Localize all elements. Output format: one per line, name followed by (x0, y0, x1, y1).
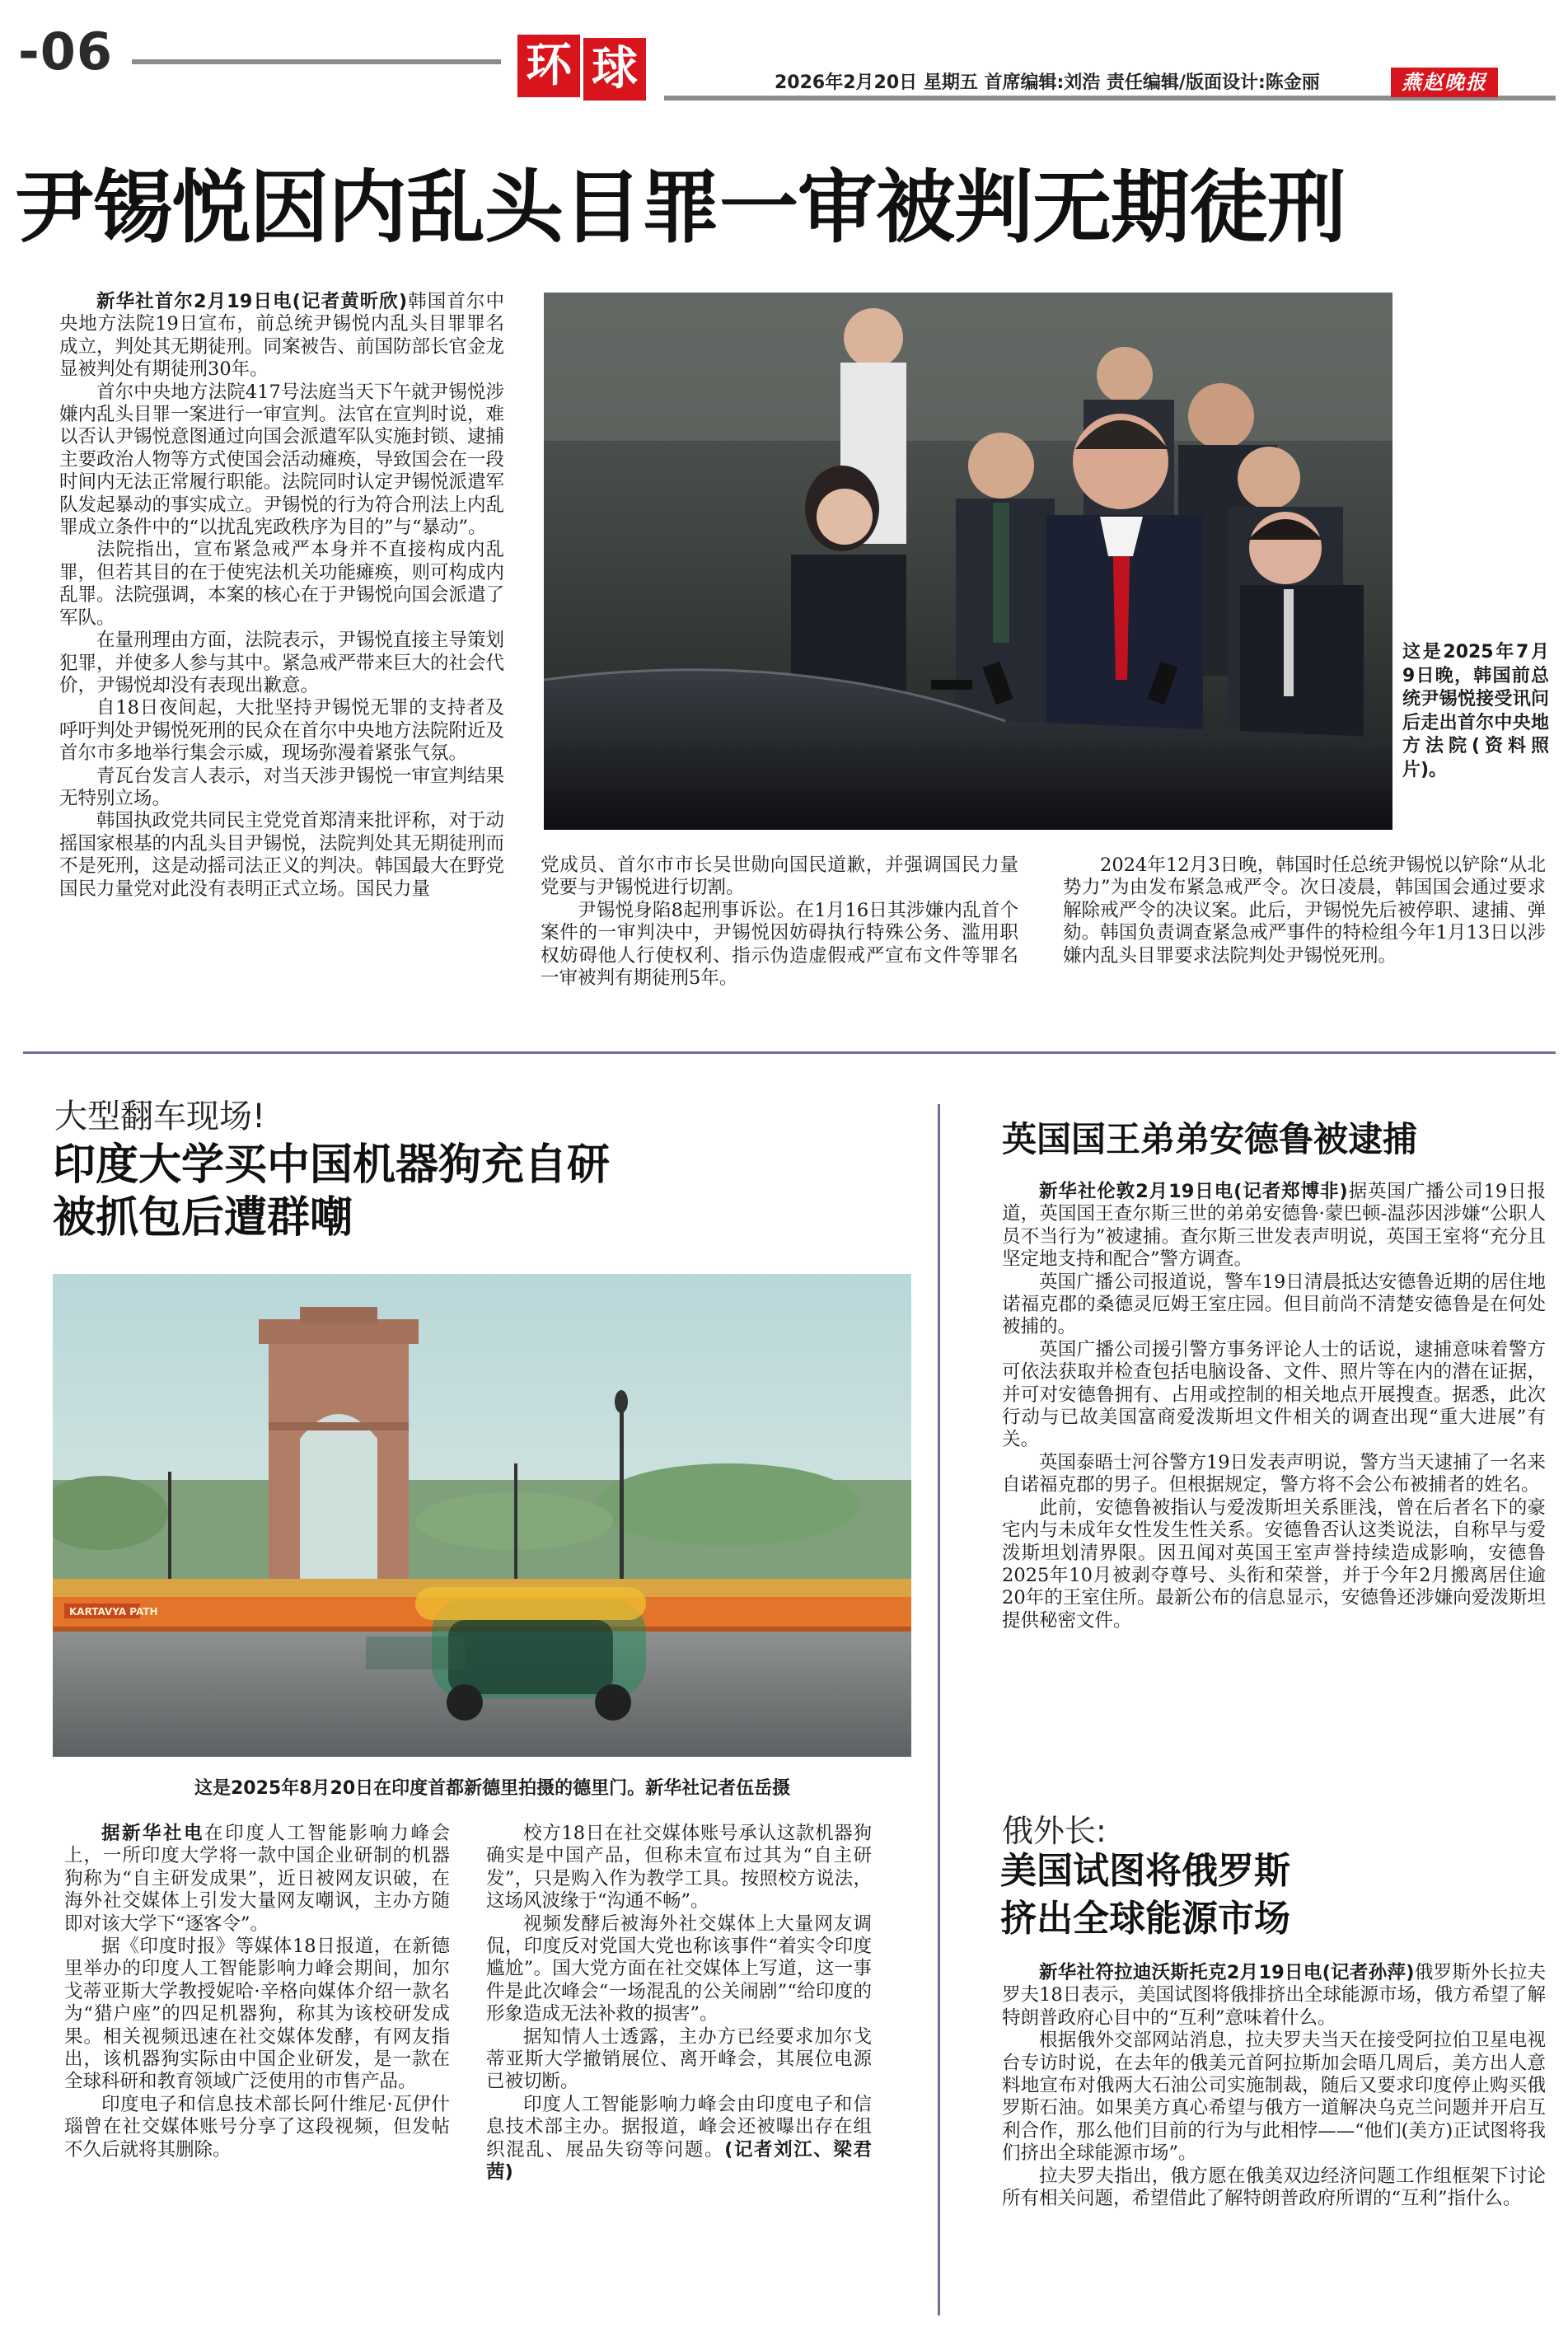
paragraph: 印度电子和信息技术部长阿什维尼·瓦伊什瑙曾在社交媒体账号分享了这段视频，但发帖不久后就将其删除。 (64, 2093, 450, 2161)
svg-text:KARTAVYA PATH: KARTAVYA PATH (69, 1606, 158, 1618)
paragraph: 据知情人士透露，主办方已经要求加尔戈蒂亚斯大学撤销展位、离开峰会，其展位电源已被切断。 (486, 2025, 872, 2093)
story1-lead-dateline: 新华社首尔2月19日电(记者黄昕欣) (96, 291, 408, 312)
india-gate-illustration (53, 1274, 911, 1757)
section-logo (517, 35, 651, 101)
page-number: -06 (18, 21, 114, 82)
paragraph: 根据俄外交部网站消息，拉夫罗夫当天在接受阿拉伯卫星电视台专访时说，在去年的俄美元首阿拉斯加会晤几周后，美方出人意料地宣布对俄两大石油公司实施制裁，随后又要求印度停止购买俄罗斯石油。如果美方真心希望与俄方一道解决乌克兰问题并开启互利合作，那么他们目前的行为与此相悖——“他们(美方)正试图将我们挤出全球能源市场”。 (1002, 2030, 1546, 2165)
story2-column-1: 据新华社电在印度人工智能影响力峰会上，一所印度大学将一款中国企业研制的机器狗称为“自主研发成果”，近日被网友识破，在海外社交媒体上引发大量网友嘲讽，主办方随即对该大学下“逐客令”。 据《印度时报》等媒体18日报道，在新德里举办的印度人工智能影响力峰会期间，加尔戈蒂亚斯大学教授妮哈·辛格向媒体介绍一款名为“猎户座”的四足机器狗，称其为该校研发成果。相关视频迅速在社交媒体发酵，有网友指出，该机器狗实际由中国企业研发，是一款在全球科研和教育领域广泛使用的市售产品。 印度电子和信息技术部长阿什维尼·瓦伊什瑙曾在社交媒体账号分享了这段视频，但发帖不久后就将其删除。 (64, 1823, 450, 2161)
paragraph: 英国广播公司报道说，警车19日清晨抵达安德鲁近期的居住地诺福克郡的桑德灵厄姆王室庄园。但目前尚不清楚安德鲁是在何处被捕的。 (1002, 1271, 1546, 1338)
paragraph: 法院指出，宣布紧急戒严本身并不直接构成内乱罪，但若其目的在于使宪法机关功能瘫痪，则可构成内乱罪。法院强调，本案的核心在于尹锡悦向国会派遣了军队。 (59, 539, 505, 629)
paragraph: 此前，安德鲁被指认与爱泼斯坦关系匪浅，曾在后者名下的豪宅内与未成年女性发生性关系。安德鲁否认这类说法，自称早与爱泼斯坦划清界限。因丑闻对英国王室声誉持续造成影响，安德鲁2025年10月被剥夺尊号、头衔和荣誉，并于今年2月搬离居住逾20年的王室住所。最新公布的信息显示，安德鲁还涉嫌向爱泼斯坦提供秘密文件。 (1002, 1496, 1546, 1632)
story2-lead-dateline: 据新华社电 (101, 1823, 205, 1844)
paragraph: 校方18日在社交媒体账号承认这款机器狗确实是中国产品，但称未宣布过其为“自主研发”，只是购入作为教学工具。按照校方说法，这场风波缘于“沟通不畅”。 (486, 1823, 872, 1913)
paragraph: 自18日夜间起，大批坚持尹锡悦无罪的支持者及呼吁判处尹锡悦死刑的民众在首尔中央地方法院附近及首尔市多地举行集会示威，现场弥漫着紧张气氛。 (59, 697, 505, 765)
paper-logo: 燕赵晚报 (1391, 68, 1498, 97)
paragraph: 英国广播公司援引警方事务评论人士的话说，逮捕意味着警方可依法获取并检查包括电脑设备、文件、照片等在内的潜在证据，并可对安德鲁拥有、占用或控制的相关地点开展搜查。据悉，此次行动与已故美国富商爱泼斯坦文件相关的调查出现“重大进展”有关。 (1002, 1338, 1546, 1451)
date-credits: 2026年2月20日 星期五 首席编辑:刘浩 责任编辑/版面设计:陈金丽 (775, 73, 1320, 93)
story2-photo-india-gate (53, 1274, 911, 1757)
story2-headline-line2: 被抓包后遭群嘲 (53, 1193, 353, 1243)
story1-headline: 尹锡悦因内乱头目罪一审被判无期徒刑 (15, 162, 1346, 254)
paragraph: 印度人工智能影响力峰会由印度电子和信息技术部主办。据报道，峰会还被曝出存在组织混乱、展品失窃等问题。(记者刘江、梁君茜) (486, 2093, 872, 2184)
masthead-rule-left (132, 59, 501, 64)
paragraph: 英国泰晤士河谷警方19日发表声明说，警方当天逮捕了一名来自诺福克郡的男子。但根据规定，警方将不会公布被捕者的姓名。 (1002, 1451, 1546, 1496)
paragraph: 视频发酵后被海外社交媒体上大量网友调侃，印度反对党国大党也称该事件“着实令印度尴尬”。国大党方面在社交媒体上写道，这一事件是此次峰会“一场混乱的公关闹剧”“给印度的形象造成无法补救的损害”。 (486, 1913, 872, 2025)
paragraph: 党成员、首尔市市长吴世勋向国民道歉，并强调国民力量党要与尹锡悦进行切割。 (541, 854, 1018, 899)
crowd-illustration (544, 293, 1392, 830)
story4-lead-dateline: 新华社符拉迪沃斯托克2月19日电(记者孙萍) (1039, 1962, 1415, 1983)
paragraph: 在量刑理由方面，法院表示，尹锡悦直接主导策划犯罪，并使多人参与其中。紧急戒严带来巨大的社会代价，尹锡悦却没有表现出歉意。 (59, 630, 505, 696)
paragraph: 尹锡悦身陷8起刑事诉讼。在1月16日其涉嫌内乱首个案件的一审判决中，尹锡悦因妨碍执行特殊公务、滥用职权妨碍他人行使权利、指示伪造虚假戒严宣布文件等罪名一审被判有期徒刑5年。 (541, 899, 1018, 990)
story4-kicker: 俄外长: (1002, 1813, 1107, 1849)
paragraph: 青瓦台发言人表示，对当天涉尹锡悦一审宣判结果无特别立场。 (59, 765, 505, 809)
story2-column-2 (486, 1823, 872, 2184)
story3-headline: 英国国王弟弟安德鲁被逮捕 (1002, 1119, 1418, 1159)
section-divider (23, 1051, 1556, 1054)
story3-body: 新华社伦敦2月19日电(记者郑博非)据英国广播公司19日报道，英国国王查尔斯三世的弟弟安德鲁·蒙巴顿-温莎因涉嫌“公职人员不当行为”被逮捕。查尔斯三世发表声明说，英国王室将“充分且坚定地支持和配合”警方调查。 英国广播公司报道说，警车19日清晨抵达安德鲁近期的居住地诺福克郡的桑德灵厄姆王室庄园。但目前尚不清楚安德鲁是在何处被捕的。 英国广播公司援引警方事务评论人士的话说，逮捕意味着警方可依法获取并检查包括电脑设备、文件、照片等在内的潜在证据，并可对安德鲁拥有、占用或控制的相关地点开展搜查。据悉，此次行动与已故美国富商爱泼斯坦文件相关的调查出现“重大进展”有关。 英国泰晤士河谷警方19日发表声明说，警方当天逮捕了一名来自诺福克郡的男子。但根据规定，警方将不会公布被捕者的姓名。 此前，安德鲁被指认与爱泼斯坦关系匪浅，曾在后者名下的豪宅内与未成年女性发生性关系。安德鲁否认这类说法，自称早与爱泼斯坦划清界限。因丑闻对英国王室声誉持续造成影响，安德鲁2025年10月被剥夺尊号、头衔和荣誉，并于今年2月搬离居住逾20年的王室住所。最新公布的信息显示，安德鲁还涉嫌向爱泼斯坦提供秘密文件。 (1002, 1181, 1546, 1632)
story2-photo-caption: 这是2025年8月20日在印度首都新德里拍摄的德里门。新华社记者伍岳摄 (194, 1778, 791, 1799)
story4-headline-line2: 挤出全球能源市场 (1000, 1898, 1290, 1940)
story1-column-3 (1063, 854, 1546, 967)
story4-body: 新华社符拉迪沃斯托克2月19日电(记者孙萍)俄罗斯外长拉夫罗夫18日表示，美国试图将俄排挤出全球能源市场，俄方希望了解特朗普政府心目中的“互利”意味着什么。 根据俄外交部网站消息，拉夫罗夫当天在接受阿拉伯卫星电视台专访时说，在去年的俄美元首阿拉斯加会晤几周后，美方出人意料地宣布对俄两大石油公司实施制裁，随后又要求印度停止购买俄罗斯石油。如果美方真心希望与俄方一道解决乌克兰问题并开启互利合作，那么他们目前的行为与此相悖——“他们(美方)正试图将我们挤出全球能源市场”。 拉夫罗夫指出，俄方愿在俄美双边经济问题工作组框架下讨论所有相关问题，希望借此了解特朗普政府所谓的“互利”指什么。 (1002, 1962, 1546, 2210)
section-char-1: 环 (517, 35, 580, 97)
column-divider (938, 1104, 940, 2315)
story2-byline: (记者刘江、梁君茜) (486, 2138, 872, 2184)
story2-kicker: 大型翻车现场! (54, 1098, 266, 1135)
story3-lead-dateline: 新华社伦敦2月19日电(记者郑博非) (1039, 1181, 1348, 1202)
story1-photo-caption: 这是2025年7月9日晚，韩国前总统尹锡悦接受讯问后走出首尔中央地方法院(资料照片)。 (1402, 642, 1549, 780)
story4-headline-line1: 美国试图将俄罗斯 (1000, 1850, 1290, 1892)
paragraph: 首尔中央地方法院417号法庭当天下午就尹锡悦涉嫌内乱头目罪一案进行一审宣判。法官在宣判时说，难以否认尹锡悦意图通过向国会派遣军队实施封锁、逮捕主要政治人物等方式使国会活动瘫痪，导致国会在一段时间内无法正常履行职能。法院同时认定尹锡悦派遣军队发起暴动的事实成立。尹锡悦的行为符合刑法上内乱罪成立条件中的“以扰乱宪政秩序为目的”与“暴动”。 (59, 381, 505, 539)
story1-column-1: 新华社首尔2月19日电(记者黄昕欣)韩国首尔中央地方法院19日宣布，前总统尹锡悦内乱头目罪罪名成立，判处其无期徒刑。同案被告、前国防部长官金龙显被判处有期徒刑30年。 首尔中央地方法院417号法庭当天下午就尹锡悦涉嫌内乱头目罪一案进行一审宣判。法官在宣判时说，难以否认尹锡悦意图通过向国会派遣军队实施封锁、逮捕主要政治人物等方式使国会活动瘫痪，导致国会在一段时间内无法正常履行职能。法院同时认定尹锡悦派遣军队发起暴动的事实成立。尹锡悦的行为符合刑法上内乱罪成立条件中的“以扰乱宪政秩序为目的”与“暴动”。 法院指出，宣布紧急戒严本身并不直接构成内乱罪，但若其目的在于使宪法机关功能瘫痪，则可构成内乱罪。法院强调，本案的核心在于尹锡悦向国会派遣了军队。 在量刑理由方面，法院表示，尹锡悦直接主导策划犯罪，并使多人参与其中。紧急戒严带来巨大的社会代价，尹锡悦却没有表现出歉意。 自18日夜间起，大批坚持尹锡悦无罪的支持者及呼吁判处尹锡悦死刑的民众在首尔中央地方法院附近及首尔市多地举行集会示威，现场弥漫着紧张气氛。 青瓦台发言人表示，对当天涉尹锡悦一审宣判结果无特别立场。 韩国执政党共同民主党党首郑清来批评称，对于动摇国家根基的内乱头目尹锡悦，法院判处其无期徒刑而不是死刑，这是动摇司法正义的判决。韩国最大在野党国民力量党对此没有表明正式立场。国民力量 (59, 291, 505, 900)
section-char-2: 球 (583, 38, 646, 101)
story2-headline-line1: 印度大学买中国机器狗充自研 (53, 1140, 611, 1190)
story1-column-2 (541, 854, 1018, 990)
story1-photo-court-exit (544, 293, 1392, 830)
paragraph: 韩国执政党共同民主党党首郑清来批评称，对于动摇国家根基的内乱头目尹锡悦，法院判处其无期徒刑而不是死刑，这是动摇司法正义的判决。韩国最大在野党国民力量党对此没有表明正式立场。国民力量 (59, 810, 505, 900)
paragraph: 2024年12月3日晚，韩国时任总统尹锡悦以铲除“从北势力”为由发布紧急戒严令。次日凌晨，韩国国会通过要求解除戒严令的决议案。此后，尹锡悦先后被停职、逮捕、弹劾。韩国负责调查紧急戒严事件的特检组今年1月13日以涉嫌内乱头目罪要求法院判处尹锡悦死刑。 (1063, 854, 1546, 967)
paragraph: 据《印度时报》等媒体18日报道，在新德里举办的印度人工智能影响力峰会期间，加尔戈蒂亚斯大学教授妮哈·辛格向媒体介绍一款名为“猎户座”的四足机器狗，称其为该校研发成果。相关视频迅速在社交媒体发酵，有网友指出，该机器狗实际由中国企业研发，是一款在全球科研和教育领域广泛使用的市售产品。 (64, 1936, 450, 2093)
paragraph: 拉夫罗夫指出，俄方愿在俄美双边经济问题工作组框架下讨论所有相关问题，希望借此了解特朗普政府所谓的“互利”指什么。 (1002, 2165, 1546, 2210)
